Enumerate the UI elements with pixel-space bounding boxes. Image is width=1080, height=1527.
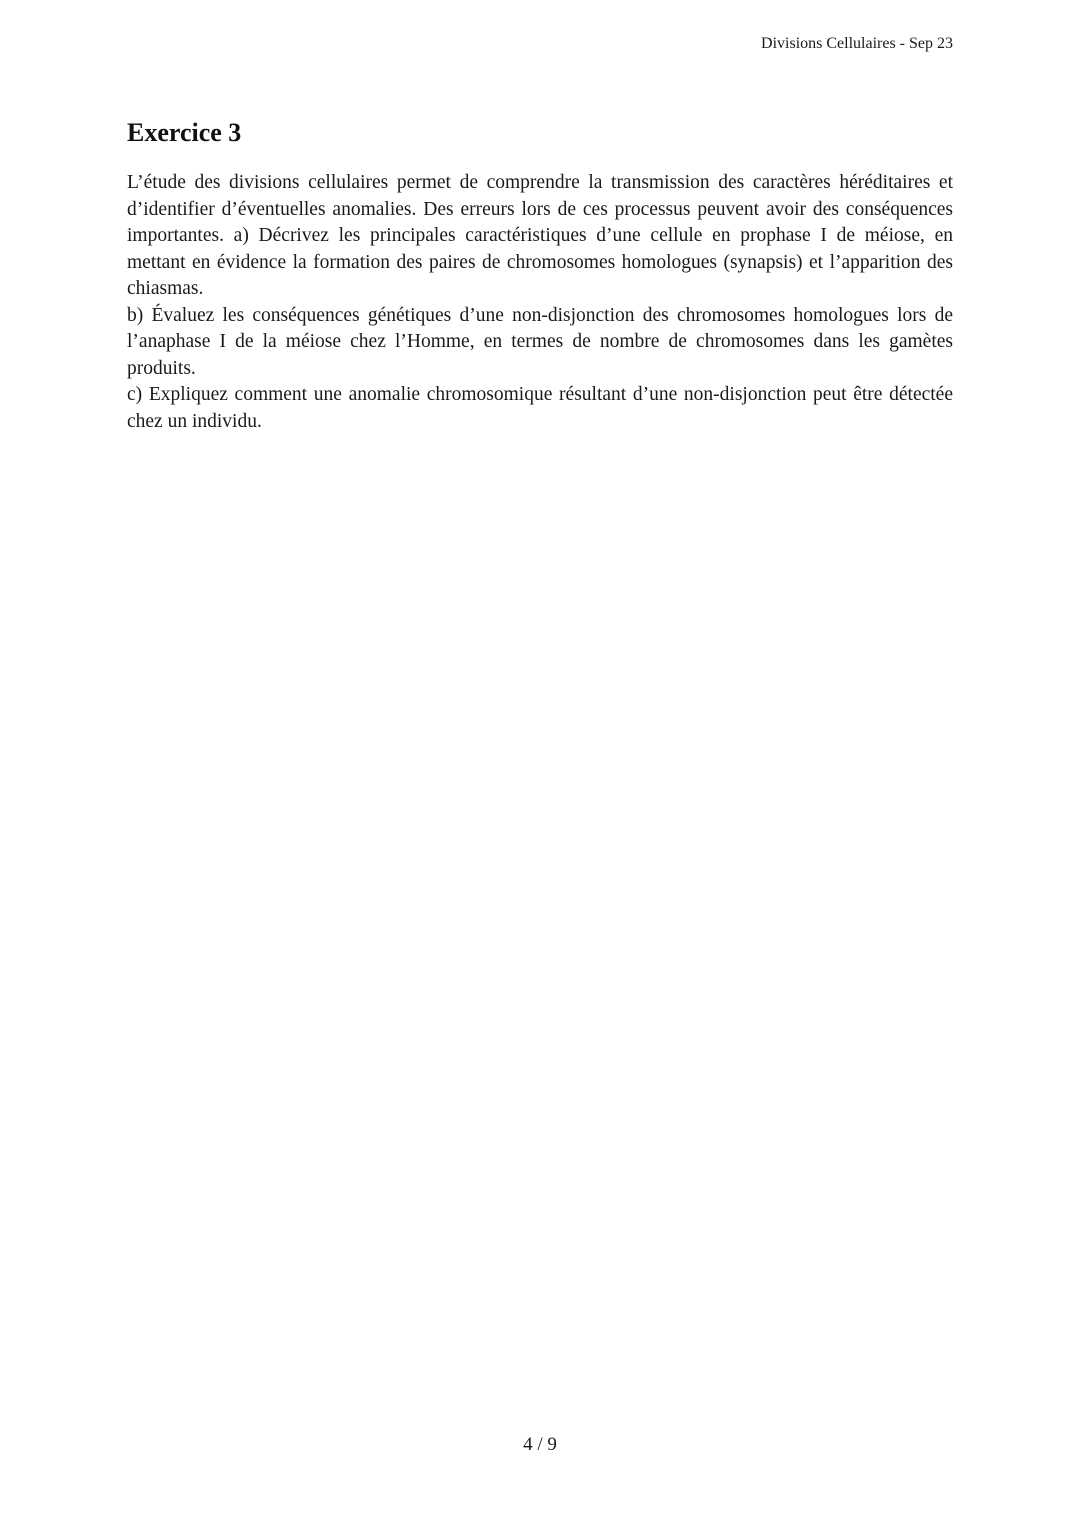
page-content xyxy=(127,0,953,435)
paragraph-c: c) Expliquez comment une anomalie chromosomique résultant d’une non-disjonction peut être détectée chez un individu. xyxy=(127,384,953,432)
running-header: Divisions Cellulaires - Sep 23 xyxy=(761,35,953,52)
paragraph-b: b) Évaluez les conséquences génétiques d’une non-disjonction des chromosomes homologues lors de l’anaphase I de la méiose chez l’Homme, en termes de nombre de chromosomes dans les gamètes produits. xyxy=(127,304,953,379)
exercise-title: Exercice 3 xyxy=(127,118,242,147)
page-number: 4 / 9 xyxy=(523,1434,557,1455)
exercise-body xyxy=(127,170,953,435)
paragraph-intro-a: L’étude des divisions cellulaires permet de comprendre la transmission des caractères héréditaires et d’identifier d’éventuelles anomalies. Des erreurs lors de ces processus peuvent avoir des conséquences importantes. a) Décrivez les principales caractéristiques d’une cellule en prophase I de méiose, en mettant en évidence la formation des paires de chromosomes homologues (synapsis) et l’apparition des chiasmas. xyxy=(127,172,953,299)
